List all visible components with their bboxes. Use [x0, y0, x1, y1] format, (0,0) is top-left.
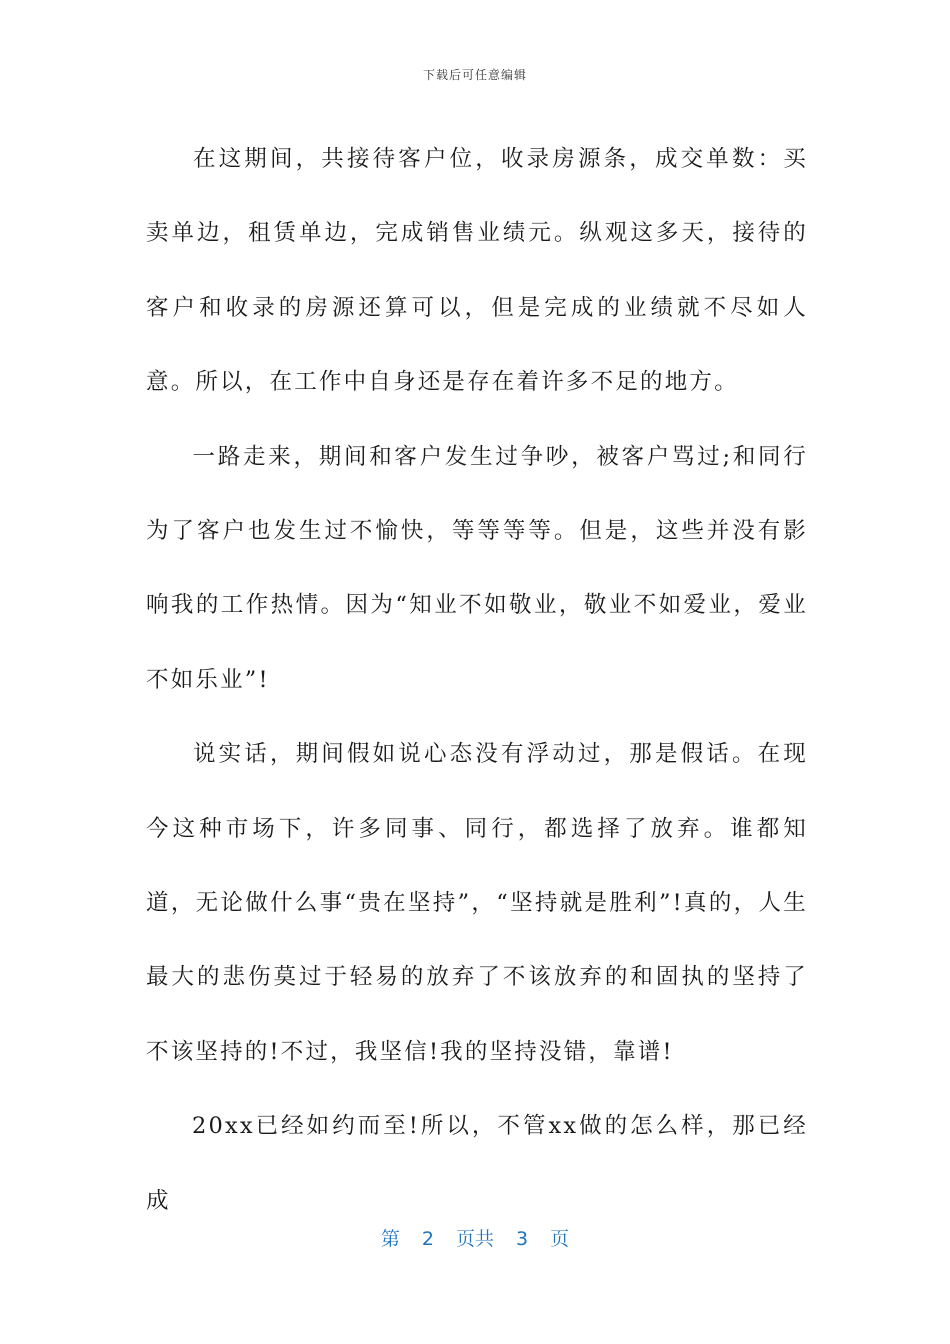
footer-suffix: 页: [550, 1228, 570, 1250]
paragraph-4: [146, 1089, 808, 1238]
current-page-number: 2: [421, 1228, 434, 1250]
download-note: 下载后可任意编辑: [422, 68, 527, 82]
paragraph-text: 在这期间，共接待客户位，收录房源条，成交单数：买卖单边，租赁单边，完成销售业绩元。纵观这多天，接待的客户和收录的房源还算可以，但是完成的业绩就不尽如人意。所以，在工作中自身还是存在着许多不足的地方。: [146, 146, 808, 396]
paragraph-2: [146, 420, 808, 718]
document-body: [146, 122, 808, 1238]
paragraph-text: 一路走来，期间和客户发生过争吵，被客户骂过;和同行为了客户也发生过不愉快，等等等等。但是，这些并没有影响我的工作热情。因为“知业不如敬业，敬业不如爱业，爱业不如乐业”!: [146, 443, 808, 693]
paragraph-text: 说实话，期间假如说心态没有浮动过，那是假话。在现今这种市场下，许多同事、同行，都选择了放弃。谁都知道，无论做什么事“贵在坚持”，“坚持就是胜利”!真的，人生最大的悲伤莫过于轻易的放弃了不该放弃的和固执的坚持了不该坚持的!不过，我坚信!我的坚持没错，靠谱!: [146, 741, 808, 1065]
page-footer: [0, 1224, 950, 1251]
paragraph-3: [146, 717, 808, 1089]
footer-prefix: 第: [380, 1228, 400, 1250]
paragraph-1: [146, 122, 808, 420]
total-pages-number: 3: [516, 1228, 529, 1250]
footer-mid: 页共: [455, 1228, 494, 1250]
paragraph-text: 20xx已经如约而至!所以，不管xx做的怎么样，那已经成: [146, 1113, 808, 1214]
